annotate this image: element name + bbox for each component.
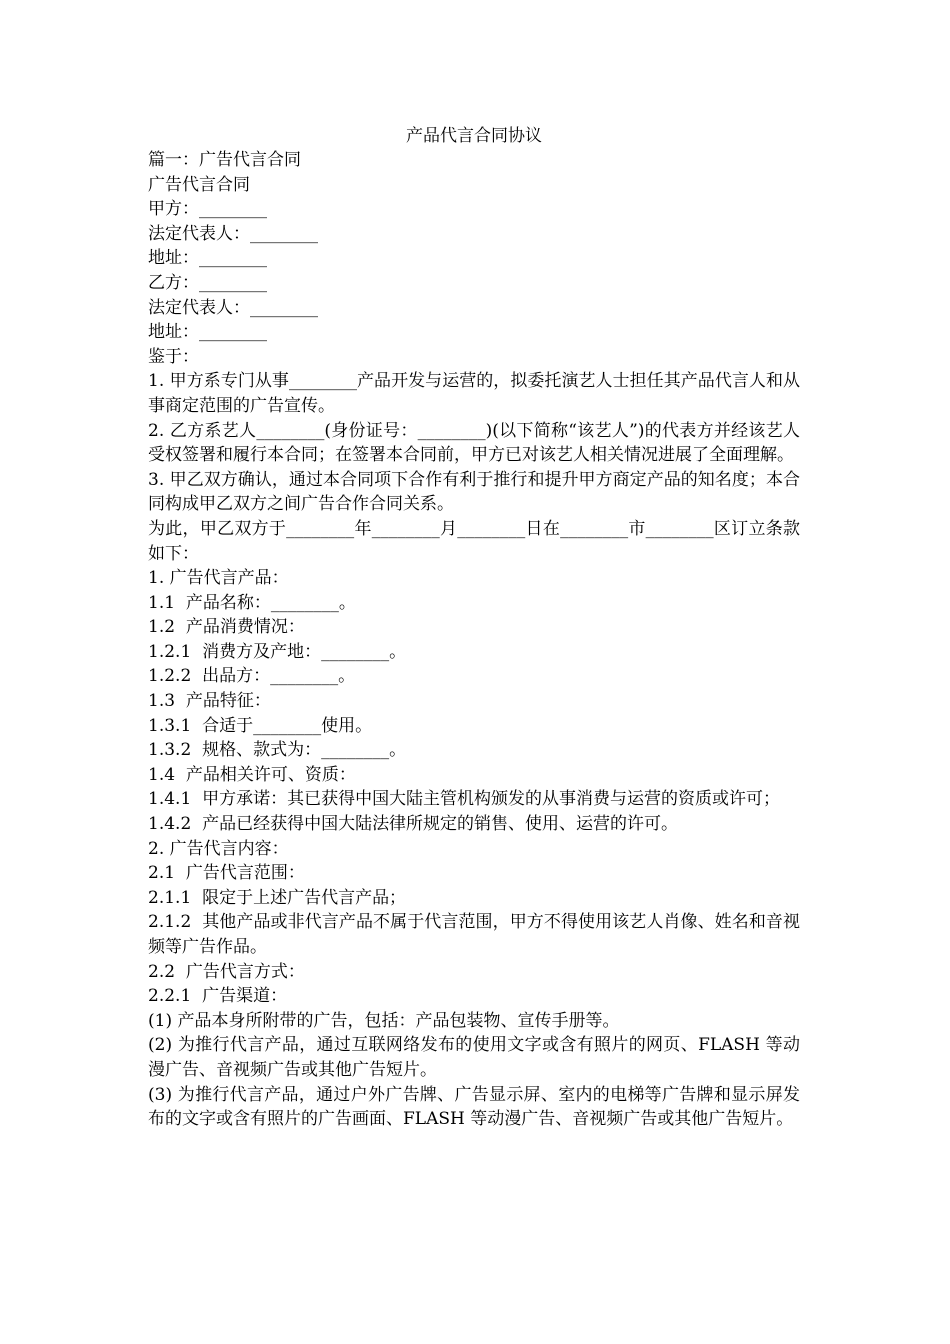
- document-paragraph: 法定代表人：________: [148, 223, 318, 244]
- document-paragraph: 2.2.1 广告渠道：: [148, 986, 288, 1007]
- document-paragraph: 1. 甲方系专门从事________产品开发与运营的，拟委托演艺人士担任其产品代言人和从事商定范围的广告宣传。: [148, 371, 800, 416]
- document-paragraph: 篇一：广告代言合同: [148, 150, 301, 170]
- document-paragraph: 地址：________: [148, 248, 267, 269]
- document-paragraph: (2) 为推行代言产品，通过互联网络发布的使用文字或含有照片的网页、FLASH 等动漫广告、音视频广告或其他广告短片。: [148, 1035, 800, 1080]
- document-body: [148, 148, 800, 1132]
- document-paragraph: 1. 广告代言产品：: [148, 568, 289, 589]
- document-paragraph: 2. 乙方系艺人________(身份证号：________)(以下简称“该艺人”)的代表方并经该艺人受权签署和履行本合同；在签署本合同前，甲方已对该艺人相关情况进展了全面理解。: [148, 420, 800, 466]
- document-paragraph: (3) 为推行代言产品，通过户外广告牌、广告显示屏、室内的电梯等广告牌和显示屏发布的文字或含有照片的广告画面、FLASH 等动漫广告、音视频广告或其他广告短片。: [148, 1084, 800, 1130]
- document-paragraph: 法定代表人：________: [148, 297, 318, 318]
- document-paragraph: 2.1.1 限定于上述广告代言产品；: [148, 887, 407, 908]
- document-paragraph: 1.4.2 产品已经获得中国大陆法律所规定的销售、使用、运营的许可。: [148, 814, 679, 835]
- document-title: 产品代言合同协议: [406, 126, 542, 146]
- document-paragraph: 鉴于：: [148, 346, 199, 367]
- document-paragraph: 1.4 产品相关许可、资质：: [148, 764, 356, 785]
- document-paragraph: 1.2 产品消费情况：: [148, 617, 305, 638]
- document-paragraph: 1.1 产品名称：________。: [148, 592, 356, 613]
- document-paragraph: 2.2 广告代言方式：: [148, 961, 305, 982]
- document-paragraph: 1.3 产品特征：: [148, 691, 271, 712]
- document-paragraph: 1.2.2 出品方：________。: [148, 666, 356, 687]
- document-page: [148, 124, 800, 1132]
- document-paragraph: (1) 产品本身所附带的广告，包括：产品包装物、宣传手册等。: [148, 1010, 620, 1031]
- document-paragraph: 2. 广告代言内容：: [148, 838, 289, 859]
- document-paragraph: 地址：________: [148, 322, 267, 343]
- document-paragraph: 乙方：________: [148, 272, 267, 293]
- document-paragraph: 2.1 广告代言范围：: [148, 863, 305, 884]
- document-paragraph: 1.3.2 规格、款式为：________。: [148, 740, 407, 761]
- document-paragraph: 3. 甲乙双方确认，通过本合同项下合作有利于推行和提升甲方商定产品的知名度；本合同构成甲乙双方之间广告合作合同关系。: [148, 469, 800, 515]
- document-paragraph: 1.3.1 合适于________使用。: [148, 715, 373, 736]
- document-paragraph: 1.4.1 甲方承诺：其已获得中国大陆主管机构颁发的从事消费与运营的资质或许可；: [148, 789, 781, 810]
- document-paragraph: 1.2.1 消费方及产地：________。: [148, 641, 407, 662]
- document-paragraph: 2.1.2 其他产品或非代言产品不属于代言范围，甲方不得使用该艺人肖像、姓名和音视频等广告作品。: [148, 912, 800, 957]
- document-paragraph: 甲方：________: [148, 199, 267, 220]
- document-paragraph: 广告代言合同: [148, 174, 250, 195]
- document-paragraph: 为此，甲乙双方于________年________月________日在________市________区订立条款如下：: [148, 518, 800, 564]
